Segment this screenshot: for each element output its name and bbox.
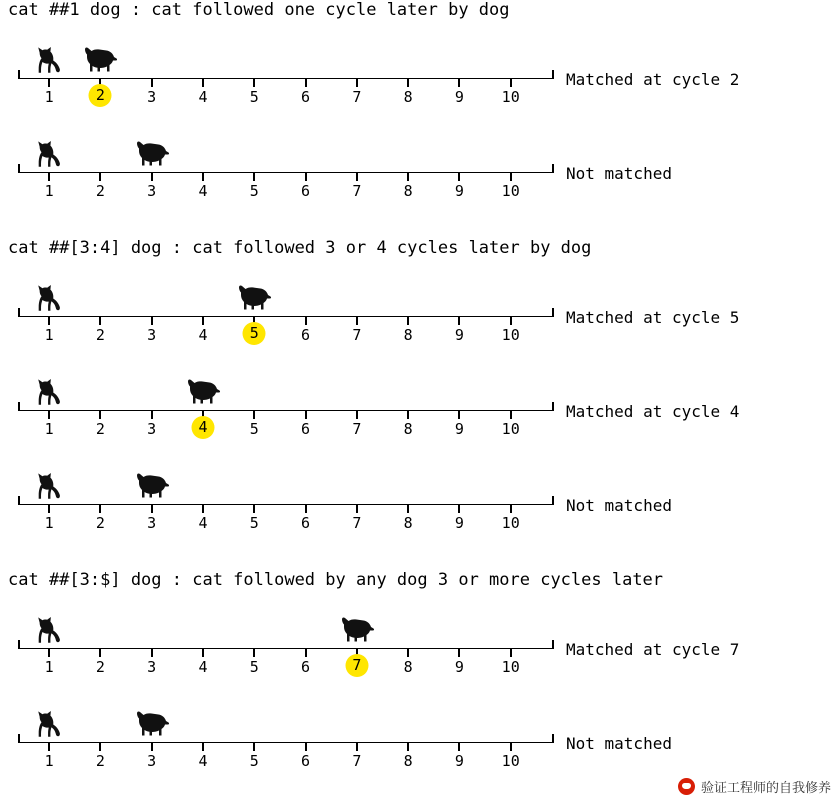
axis-tick-label: 9 (454, 326, 464, 344)
axis-tick-label-highlighted: 5 (243, 322, 266, 345)
axis-tick-label: 3 (147, 88, 157, 106)
axis-tick (305, 504, 307, 513)
axis-tick-label: 8 (403, 658, 413, 676)
axis-end-cap (552, 402, 554, 411)
axis-start-cap (18, 308, 20, 317)
axis-tick-label: 2 (95, 514, 105, 532)
axis-tick-label: 6 (301, 420, 311, 438)
axis-tick-label: 7 (352, 182, 362, 200)
axis-start-cap (18, 402, 20, 411)
axis-tick-label: 2 (95, 752, 105, 770)
match-status-label: Not matched (566, 496, 672, 515)
axis-tick (356, 78, 358, 87)
axis-tick (407, 742, 409, 751)
axis-tick (202, 648, 204, 657)
diagram-section (0, 570, 839, 778)
axis-tick-label: 4 (198, 88, 208, 106)
axis-tick (407, 316, 409, 325)
axis-tick-label: 5 (249, 658, 259, 676)
dog-icon (134, 140, 170, 170)
axis-tick-label: 9 (454, 420, 464, 438)
axis-start-cap (18, 70, 20, 79)
axis-tick (99, 172, 101, 181)
axis-tick (356, 504, 358, 513)
watermark (678, 777, 831, 796)
axis-tick-label: 3 (147, 658, 157, 676)
axis-tick-label: 9 (454, 514, 464, 532)
axis-start-cap (18, 164, 20, 173)
axis-tick-label: 2 (95, 326, 105, 344)
axis-tick (253, 410, 255, 419)
axis-tick (458, 78, 460, 87)
diagram-section (0, 0, 839, 208)
axis-end-cap (552, 640, 554, 649)
axis-tick (151, 316, 153, 325)
axis-tick-label: 2 (95, 420, 105, 438)
axis-tick (253, 742, 255, 751)
axis-tick (151, 410, 153, 419)
match-status-label: Matched at cycle 2 (566, 70, 740, 89)
axis-tick (458, 316, 460, 325)
axis-tick (99, 742, 101, 751)
axis-tick (48, 78, 50, 87)
axis-tick (407, 78, 409, 87)
axis-tick-label: 5 (249, 752, 259, 770)
axis-tick (510, 742, 512, 751)
axis-tick-label: 8 (403, 182, 413, 200)
axis-tick (458, 504, 460, 513)
axis-tick (48, 410, 50, 419)
axis-tick (458, 742, 460, 751)
axis-tick-label: 10 (501, 326, 520, 344)
axis-tick-label: 1 (44, 326, 54, 344)
axis-tick-label: 2 (95, 658, 105, 676)
axis-tick-label: 1 (44, 514, 54, 532)
axis-tick (356, 410, 358, 419)
timeline-row (0, 260, 839, 352)
axis-tick-label: 8 (403, 88, 413, 106)
axis-tick (151, 504, 153, 513)
axis-tick (48, 504, 50, 513)
dog-icon (134, 710, 170, 740)
axis-tick-label: 9 (454, 658, 464, 676)
dog-icon (236, 284, 272, 314)
axis-tick-label: 2 (95, 182, 105, 200)
wechat-icon (678, 778, 695, 795)
axis-tick (356, 742, 358, 751)
timeline-row (0, 592, 839, 684)
axis-tick (510, 78, 512, 87)
axis-tick-label: 4 (198, 182, 208, 200)
axis-tick-label: 6 (301, 752, 311, 770)
axis-tick (202, 172, 204, 181)
diagram-section (0, 238, 839, 540)
axis-tick-label: 10 (501, 658, 520, 676)
axis-tick (407, 172, 409, 181)
match-status-label: Not matched (566, 734, 672, 753)
cat-icon (34, 284, 64, 314)
axis-tick-label: 7 (352, 514, 362, 532)
axis-tick (407, 648, 409, 657)
axis-tick (253, 172, 255, 181)
axis-tick-label: 7 (352, 88, 362, 106)
axis-tick-label: 5 (249, 88, 259, 106)
dog-icon (134, 472, 170, 502)
axis-tick (202, 504, 204, 513)
axis-tick (99, 410, 101, 419)
axis-tick (510, 648, 512, 657)
axis-tick (305, 410, 307, 419)
axis-tick (356, 316, 358, 325)
axis-tick-label: 4 (198, 752, 208, 770)
axis-tick-label: 8 (403, 514, 413, 532)
axis-start-cap (18, 734, 20, 743)
axis-tick-label: 4 (198, 326, 208, 344)
axis-tick (407, 504, 409, 513)
axis-tick-label: 7 (352, 326, 362, 344)
axis-tick-label: 3 (147, 514, 157, 532)
axis-tick (458, 172, 460, 181)
axis-tick (510, 504, 512, 513)
axis-tick-label: 10 (501, 182, 520, 200)
axis-tick (253, 504, 255, 513)
cat-icon (34, 378, 64, 408)
axis-tick-label: 8 (403, 326, 413, 344)
axis-tick-label: 6 (301, 658, 311, 676)
section-title: cat ##[3:$] dog : cat followed by any dog 3 or more cycles later (8, 570, 664, 590)
axis-tick-label: 6 (301, 514, 311, 532)
axis-tick (151, 648, 153, 657)
axis-tick-label-highlighted: 7 (345, 654, 368, 677)
axis-tick-label: 10 (501, 88, 520, 106)
axis-tick-label: 4 (198, 658, 208, 676)
section-title: cat ##1 dog : cat followed one cycle later by dog (8, 0, 510, 20)
axis-tick (151, 78, 153, 87)
axis-tick-label: 1 (44, 88, 54, 106)
cat-icon (34, 46, 64, 76)
axis-tick (151, 172, 153, 181)
axis-tick-label: 9 (454, 752, 464, 770)
axis-tick (305, 172, 307, 181)
axis-tick (305, 78, 307, 87)
dog-icon (82, 46, 118, 76)
match-status-label: Matched at cycle 5 (566, 308, 740, 327)
axis-tick-label-highlighted: 4 (191, 416, 214, 439)
axis-tick (48, 172, 50, 181)
section-title: cat ##[3:4] dog : cat followed 3 or 4 cycles later by dog (8, 238, 592, 258)
axis-tick (99, 504, 101, 513)
axis-tick-label: 5 (249, 420, 259, 438)
axis-tick-label: 3 (147, 420, 157, 438)
axis-start-cap (18, 496, 20, 505)
axis-end-cap (552, 164, 554, 173)
axis-tick (305, 742, 307, 751)
axis-tick (305, 648, 307, 657)
axis-tick-label: 4 (198, 514, 208, 532)
axis-tick-label: 1 (44, 752, 54, 770)
axis-tick (48, 648, 50, 657)
match-status-label: Not matched (566, 164, 672, 183)
axis-tick-label: 1 (44, 182, 54, 200)
axis-tick-label: 9 (454, 182, 464, 200)
axis-tick-label: 6 (301, 326, 311, 344)
axis-tick (253, 78, 255, 87)
axis-end-cap (552, 70, 554, 79)
axis-tick (202, 316, 204, 325)
axis-tick (407, 410, 409, 419)
timeline-row (0, 686, 839, 778)
timeline-row (0, 354, 839, 446)
axis-tick-label: 8 (403, 752, 413, 770)
axis-tick (356, 172, 358, 181)
axis-tick-label: 1 (44, 420, 54, 438)
axis-tick (202, 78, 204, 87)
axis-tick-label: 8 (403, 420, 413, 438)
axis-tick-label: 3 (147, 326, 157, 344)
axis-tick (151, 742, 153, 751)
dog-icon (185, 378, 221, 408)
axis-tick-label: 7 (352, 752, 362, 770)
axis-end-cap (552, 496, 554, 505)
axis-tick-label: 6 (301, 182, 311, 200)
axis-end-cap (552, 734, 554, 743)
dog-icon (339, 616, 375, 646)
axis-tick (510, 172, 512, 181)
axis-end-cap (552, 308, 554, 317)
axis-tick-label: 10 (501, 514, 520, 532)
axis-tick-label: 10 (501, 752, 520, 770)
match-status-label: Matched at cycle 7 (566, 640, 740, 659)
watermark-text: 验证工程师的自我修养 (700, 781, 831, 796)
axis-tick (510, 316, 512, 325)
axis-tick-label: 3 (147, 752, 157, 770)
cat-icon (34, 616, 64, 646)
axis-tick (48, 742, 50, 751)
axis-tick (458, 410, 460, 419)
axis-tick (458, 648, 460, 657)
axis-tick (202, 742, 204, 751)
axis-tick-label: 3 (147, 182, 157, 200)
axis-start-cap (18, 640, 20, 649)
axis-tick-label-highlighted: 2 (89, 84, 112, 107)
axis-tick (99, 648, 101, 657)
axis-tick-label: 10 (501, 420, 520, 438)
axis-tick-label: 1 (44, 658, 54, 676)
axis-tick (48, 316, 50, 325)
match-status-label: Matched at cycle 4 (566, 402, 740, 421)
cat-icon (34, 710, 64, 740)
axis-tick (253, 648, 255, 657)
axis-tick-label: 7 (352, 420, 362, 438)
axis-tick-label: 5 (249, 182, 259, 200)
timeline-row (0, 22, 839, 114)
axis-tick (99, 316, 101, 325)
timeline-row (0, 116, 839, 208)
cat-icon (34, 472, 64, 502)
timeline-row (0, 448, 839, 540)
axis-tick (305, 316, 307, 325)
axis-tick-label: 6 (301, 88, 311, 106)
cat-icon (34, 140, 64, 170)
axis-tick-label: 9 (454, 88, 464, 106)
axis-tick (510, 410, 512, 419)
axis-tick-label: 5 (249, 514, 259, 532)
